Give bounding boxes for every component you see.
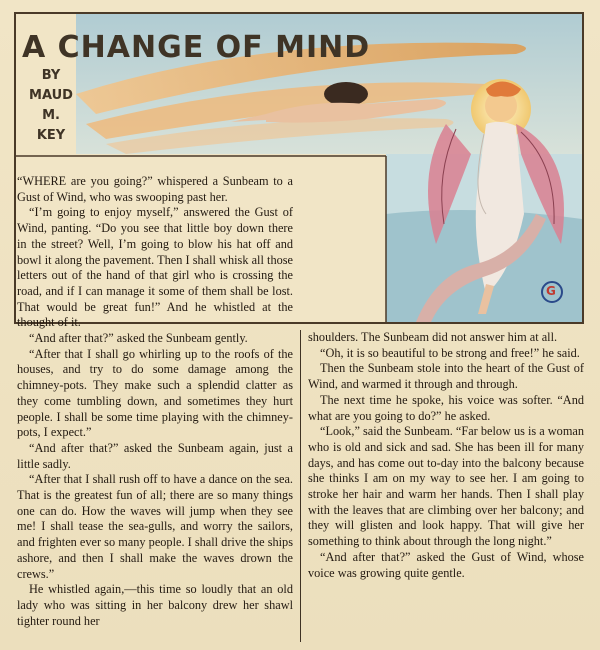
paragraph: “Look,” said the Sunbeam. “Far below us is a woman who is old and sick and sad. She has been ill for many days, and has come out to-day into the balcony because she thinks I am on my way to see her. I am going to stroke her hair and warm her hands. Then I shall play with the leaves that are climbing over her balcony; and they will glisten and look happy. That will give her something to think about through the long night.”	[308, 424, 584, 549]
column-divider	[300, 330, 301, 642]
paragraph: “And after that?” asked the Gust of Wind, whose voice was growing quite gentle.	[308, 549, 584, 580]
paragraph: He whistled again,—this time so loudly that an old lady who was sitting in her balcony drew her shawl tighter round her	[17, 582, 293, 628]
text-column-right	[308, 330, 584, 581]
paragraph: “After that I shall go whirling up to the roofs of the houses, and try to do some damage among the chimney-pots. They make such a splendid clatter as they come tumbling down, and sometimes they hurt people. I shall be some time playing with the chimney-pots, I expect.”	[17, 346, 293, 440]
text-column-left	[17, 174, 293, 629]
paragraph: “And after that?” asked the Sunbeam again, just a little sadly.	[17, 440, 293, 471]
author-first-name: MAUD	[29, 88, 73, 103]
artist-monogram: G	[546, 284, 556, 298]
paragraph: “I’m going to enjoy myself,” answered the Gust of Wind, panting. “Do you see that little boy down there in the street? Well, I’m going to blow his hat off and bowl it along the pavement. Then I shall whisk all those letters out of the hand of that girl who is crossing the road, and if I can manage it some of them shall be lost. That would be great fun!” And he whistled at the thought of it.	[17, 205, 293, 330]
paragraph: The next time he spoke, his voice was softer. “And what are you going to do?” he asked.	[308, 392, 584, 423]
byline	[22, 66, 80, 146]
paragraph: “Oh, it is so beautiful to be strong and free!” he said.	[320, 345, 580, 360]
paragraph: “After that I shall rush off to have a dance on the sea. That is the greatest fun of all; there are so many things one can do. How the waves will jump when they see me! I shall tease the sea-gulls, and worry the sailors, and frighten ever so many people. I shall drive the ships ashore, and then I shall make the waves drown the crews.”	[17, 472, 293, 581]
byline-by: BY	[41, 68, 61, 83]
paragraph: shoulders. The Sunbeam did not answer him at all.	[308, 330, 558, 344]
paragraph: Then the Sunbeam stole into the heart of the Gust of Wind, and warmed it through and through.	[308, 361, 584, 392]
paragraph: “WHERE are you going?” whispered a Sunbeam to a Gust of Wind, who was swooping past her.	[17, 174, 293, 204]
paragraph: “And after that?” asked the Sunbeam gently.	[29, 331, 248, 346]
author-last-name: KEY	[36, 128, 66, 143]
story-title: A CHANGE OF MIND	[22, 30, 371, 65]
author-initial: M.	[42, 108, 60, 123]
